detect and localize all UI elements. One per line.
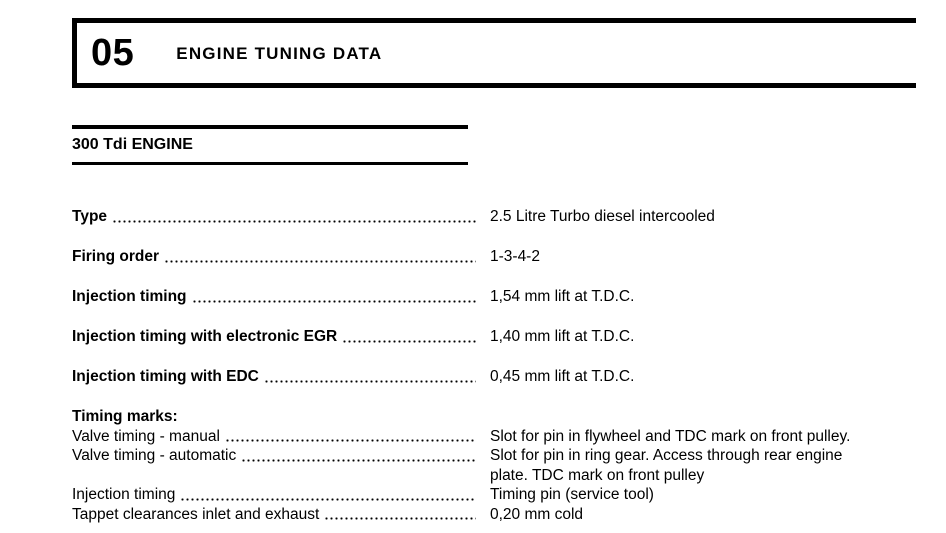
spec-label-cell	[72, 485, 490, 505]
spec-value: Slot for pin in flywheel and TDC mark on front pulley.	[490, 427, 851, 445]
spec-label: Injection timing with electronic EGR	[72, 328, 338, 345]
spec-row-valve-timing-manual	[72, 427, 872, 447]
spec-label: Firing order	[72, 248, 159, 265]
dot-leader	[241, 459, 476, 462]
spec-label-cell	[72, 327, 490, 346]
chapter-header	[72, 18, 916, 88]
spec-label-cell	[72, 367, 490, 386]
dot-leader	[342, 340, 476, 343]
page-title: ENGINE TUNING DATA	[176, 43, 383, 63]
spec-label: Injection timing with EDC	[72, 368, 259, 385]
spec-label-cell	[72, 427, 490, 447]
dot-leader	[112, 220, 476, 223]
dot-leader	[192, 300, 476, 303]
spec-label: Valve timing - automatic	[72, 447, 237, 464]
spec-value: Slot for pin in ring gear. Access through rear engine plate. TDC mark on front pulley	[490, 447, 843, 484]
spec-value: 1,54 mm lift at T.D.C.	[490, 288, 635, 305]
spec-label-cell	[72, 247, 490, 266]
spec-row-valve-timing-automatic	[72, 446, 872, 485]
section-title: 300 Tdi ENGINE	[72, 136, 193, 153]
spec-label: Injection timing	[72, 486, 176, 503]
spec-label-cell	[72, 505, 490, 525]
spec-value: 2.5 Litre Turbo diesel intercooled	[490, 208, 715, 225]
spec-value: Timing pin (service tool)	[490, 486, 654, 503]
spec-row-type	[72, 207, 872, 226]
spec-row-injection-timing-pin	[72, 485, 872, 505]
spec-row-injection-timing-egr	[72, 327, 872, 346]
spec-value: 0,45 mm lift at T.D.C.	[490, 368, 635, 385]
spec-row-tappet-clearances	[72, 505, 872, 525]
spec-value: 1,40 mm lift at T.D.C.	[490, 328, 635, 345]
spec-label: Type	[72, 208, 108, 225]
dot-leader	[264, 380, 476, 383]
dot-leader	[164, 260, 476, 263]
spec-row-injection-timing-edc	[72, 367, 872, 386]
dot-leader	[324, 517, 476, 520]
spec-label: Tappet clearances inlet and exhaust	[72, 505, 320, 523]
dot-leader	[180, 498, 476, 501]
spec-label-cell	[72, 287, 490, 306]
spec-row-injection-timing	[72, 287, 872, 306]
timing-marks-heading: Timing marks:	[72, 408, 178, 425]
chapter-number: 05	[91, 32, 135, 74]
section-header	[72, 125, 468, 165]
spec-list	[72, 207, 872, 524]
dot-leader	[225, 439, 476, 442]
spec-label: Valve timing - manual	[72, 427, 220, 445]
spec-label-cell	[72, 446, 490, 466]
spec-value: 1-3-4-2	[490, 248, 540, 265]
spec-label-cell	[72, 207, 490, 226]
spec-value: 0,20 mm cold	[490, 505, 584, 523]
spec-row-firing-order	[72, 247, 872, 266]
spec-label: Injection timing	[72, 288, 187, 305]
